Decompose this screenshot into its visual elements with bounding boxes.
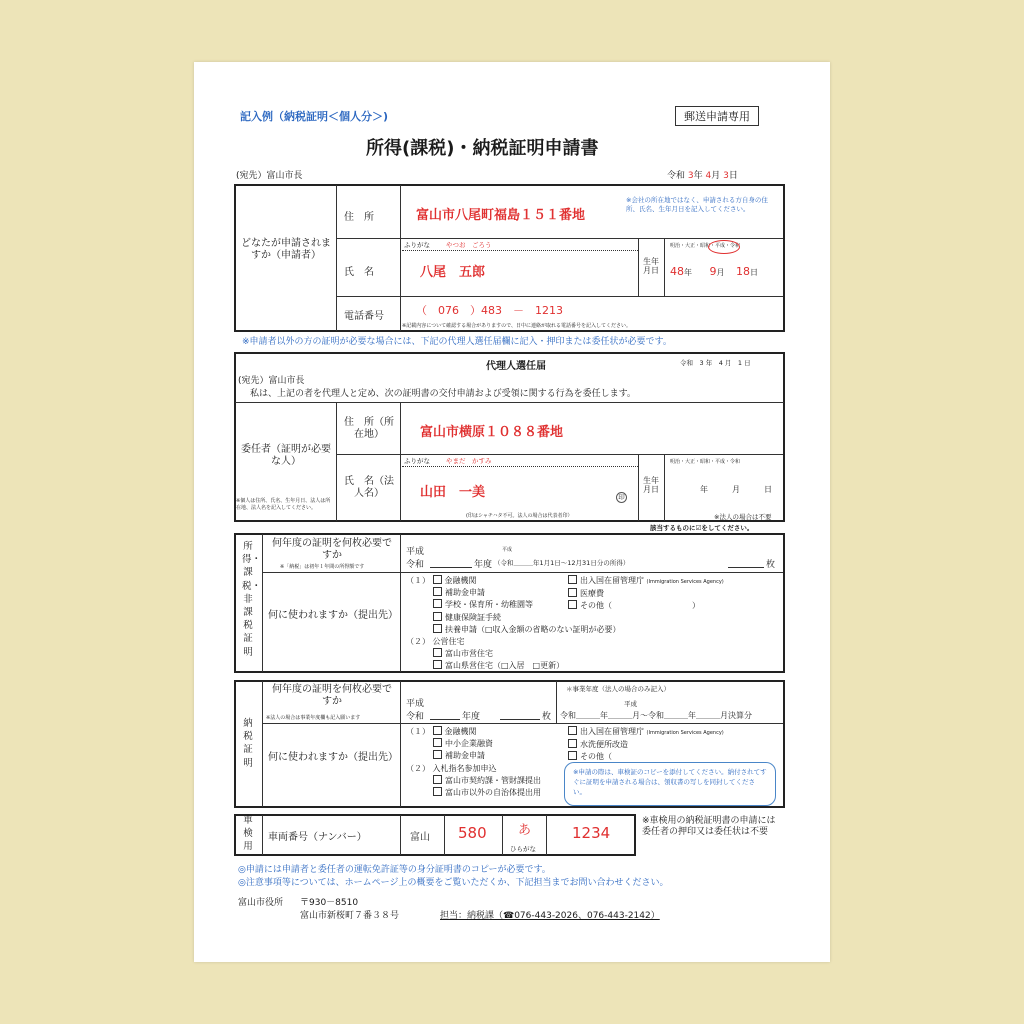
proxy-address-label: 住 所（所在地） — [344, 417, 394, 440]
principal-label: 委任者（証明が必要な人） — [241, 444, 331, 467]
address-note: ※会社の所在地ではなく、申請される方自身の住所、氏名、生年月日を記入してください。 — [626, 196, 768, 213]
use-option: 出入国在留管理庁 — [580, 576, 644, 585]
office-address: 富山市新桜町７番３８号 — [300, 911, 400, 921]
use-option: その他（ ） — [580, 601, 700, 611]
divider — [400, 185, 401, 331]
checkbox[interactable] — [568, 575, 577, 584]
use-option: 学校・保育所・幼稚園等 — [445, 600, 533, 610]
tax-use-question: 何に使われますか（提出先） — [268, 752, 398, 763]
proxy-name-label: 氏 名（法人名） — [344, 476, 394, 499]
vehicle-kana: あ — [518, 823, 532, 838]
income-year-question: 何年度の証明を何枚必要ですか — [272, 538, 392, 561]
vehicle-side-label: 車検用 — [243, 815, 253, 853]
corp-note: ※法人の場合は不要 — [714, 513, 772, 521]
request-date — [667, 168, 738, 181]
vehicle-region: 富山 — [410, 832, 430, 843]
use-option: 公営住宅 — [432, 637, 465, 647]
divider — [664, 239, 665, 296]
use-option: 富山県営住宅（□入居 □更新） — [445, 661, 565, 671]
divider — [500, 719, 540, 720]
biz-period: 令和＿＿＿年＿＿＿月～令和＿＿＿年＿＿＿月決算分 — [560, 711, 752, 720]
mail-only-badge: 郵送申請専用 — [675, 106, 759, 126]
date-day-unit: 日 — [728, 171, 738, 181]
checkbox[interactable] — [433, 624, 442, 633]
use-group-1: （１） — [406, 576, 430, 585]
proxy-era-options: 明治・大正・昭和・平成・令和 — [670, 459, 741, 465]
proxy-statement: 私は、上記の者を代理人と定め、次の証明書の交付申請および受領に関する行為を委任します。 — [250, 389, 636, 399]
office-name: 富山市役所 — [238, 898, 284, 908]
use-option: 出入国在留管理庁 — [580, 727, 644, 736]
applicant-address: 富山市八尾町福島１５１番地 — [416, 208, 586, 223]
office-postal: 〒930－8510 — [300, 898, 359, 908]
tax-uses-left — [406, 726, 541, 799]
biz-year-note: ＊事業年度（法人の場合のみ記入） — [566, 685, 670, 693]
divider — [336, 403, 337, 521]
birth-year: 48 — [670, 265, 684, 278]
divider — [262, 815, 263, 855]
tax-year-note: ※法人の場合は事業年度欄も記入願います — [266, 715, 361, 721]
phone-note: ※記載内容について確認する場合がありますので、日中に連絡が取れる電話番号を記入してください。 — [402, 323, 631, 329]
use-option: 水洗便所改造 — [580, 740, 628, 750]
applicant-section-label: どなたが申請されますか（申請者） — [241, 238, 331, 261]
checkbox[interactable] — [433, 648, 442, 657]
tax-era-heisei: 平成 — [406, 699, 425, 709]
callout-note: ※申請の際は、車検証のコピーを添付してください。納付されてすぐに証明を申請される場合は、領収書の写しを同封してください。 — [564, 762, 776, 806]
checkbox[interactable] — [433, 787, 442, 796]
divider — [336, 185, 337, 331]
tax-uses-right — [568, 726, 724, 764]
divider — [556, 681, 557, 723]
date-era: 令和 — [667, 171, 686, 181]
checkbox[interactable] — [433, 738, 442, 747]
use-option: 医療費 — [580, 589, 604, 599]
checkbox[interactable] — [568, 726, 577, 735]
use-option: 健康保険証手続 — [445, 612, 501, 622]
addressee: (宛先）富山市長 — [236, 171, 303, 181]
income-year-text: 年度 — [474, 560, 493, 570]
income-period: （令和＿＿＿年1月1日～12月31日分の所得） — [494, 559, 630, 567]
checkbox[interactable] — [433, 612, 442, 621]
proxy-addressee: (宛先）富山市長 — [238, 376, 305, 386]
divider — [728, 567, 764, 568]
date-year-unit: 年 — [693, 171, 703, 181]
era-options: 明治・大正・昭和・平成・令和 — [670, 243, 741, 249]
furigana-label: ふりがな — [404, 241, 430, 249]
name-label: 氏 名 — [344, 267, 374, 278]
proxy-date: 令和 3 年 4 月 1 日 — [680, 359, 751, 367]
use-option: その他（ — [580, 752, 612, 762]
checkbox[interactable] — [568, 588, 577, 597]
divider — [400, 534, 401, 672]
date-month: 4 — [705, 171, 712, 181]
proxy-name: 山田 一美 — [420, 485, 486, 500]
divider — [430, 567, 472, 568]
vehicle-kana-label: ひらがな — [510, 845, 536, 853]
divider — [664, 455, 665, 521]
income-cert-side-label: 所得・課税・非課税証明 — [242, 541, 262, 658]
vehicle-number-label: 車両番号（ナンバー） — [268, 832, 367, 843]
era-circle — [708, 240, 740, 254]
checkbox[interactable] — [433, 587, 442, 596]
checkbox[interactable] — [433, 750, 442, 759]
example-label: 記入例（納税証明＜個人分＞) — [240, 110, 389, 123]
office-contact: 担当：納税課（☎076-443-2026、076-443-2142） — [440, 911, 660, 921]
date-year: 3 — [687, 171, 694, 181]
use-option: 富山市以外の自治体提出用 — [445, 788, 541, 798]
divider — [262, 681, 263, 807]
use-option: 入札指名参加申込 — [432, 763, 497, 773]
divider — [235, 402, 784, 403]
use-option-en: (Immigration Services Agency) — [646, 730, 724, 736]
use-option: 富山市営住宅 — [445, 649, 493, 659]
divider — [444, 815, 445, 855]
tax-cert-side-label: 納税証明 — [243, 718, 253, 769]
divider — [502, 815, 503, 855]
principal-note: ※個人は住所、氏名、生年月日、法人は所在地、法人名を記入してください。 — [236, 498, 331, 511]
use-option-en: (Immigration Services Agency) — [646, 579, 724, 585]
proxy-note: ※申請者以外の方の証明が必要な場合には、下記の代理人選任届欄に記入・押印または委任状が必要です。 — [242, 337, 672, 347]
applicant-name: 八尾 五郎 — [420, 265, 486, 280]
use-option: 補助金申請 — [445, 588, 485, 598]
proxy-title: 代理人選任届 — [486, 361, 546, 372]
income-small-heisei: 平成 — [502, 547, 513, 553]
divider — [263, 572, 783, 573]
checkbox[interactable] — [568, 600, 577, 609]
checkbox[interactable] — [433, 599, 442, 608]
income-year-note: ※「納税」は初年１年間の所得額です — [280, 564, 365, 570]
divider — [546, 815, 547, 855]
proxy-birth-placeholder: 年 月 日 — [700, 485, 772, 494]
checkbox[interactable] — [433, 660, 442, 669]
checkbox[interactable] — [433, 775, 442, 784]
use-option: 金融機関 — [444, 727, 477, 736]
use-group-2: （２） — [406, 637, 430, 647]
divider — [337, 454, 783, 455]
phone-label: 電話番号 — [344, 311, 384, 322]
divider — [402, 466, 638, 467]
divider — [263, 723, 783, 724]
income-count-text: 枚 — [766, 560, 776, 570]
tax-era-reiwa: 令和 — [406, 712, 425, 722]
use-option: 補助金申請 — [445, 751, 485, 761]
divider — [402, 250, 638, 251]
birth-day-unit: 日 — [750, 268, 758, 277]
income-uses-right — [568, 575, 724, 613]
biz-heisei: 平成 — [624, 700, 637, 708]
checkbox[interactable] — [568, 739, 577, 748]
checkbox[interactable] — [568, 751, 577, 760]
vehicle-serial: 1234 — [572, 824, 611, 842]
proxy-address: 富山市横原１０８８番地 — [420, 425, 564, 440]
form-sheet — [194, 62, 830, 962]
income-era-heisei: 平成 — [406, 547, 425, 557]
birth-month: 9 — [709, 265, 717, 278]
divider — [638, 239, 639, 296]
divider — [337, 238, 783, 239]
divider — [638, 455, 639, 521]
birth-label: 生年月日 — [643, 257, 659, 275]
use-option: 扶養申請（□収入金額の省略のない証明が必要） — [445, 624, 621, 634]
use-option: 中小企業融資 — [445, 739, 493, 749]
income-era-reiwa: 令和 — [406, 560, 425, 570]
vehicle-class-no: 580 — [458, 824, 487, 842]
divider — [400, 815, 401, 855]
checkbox[interactable] — [433, 575, 442, 584]
date-day: 3 — [723, 171, 729, 181]
use-group-1: （１） — [406, 727, 430, 736]
birth-day: 18 — [736, 265, 750, 278]
applicant-birthdate — [670, 265, 758, 278]
footer-note-1: ◎申請には申請者と委任者の運転免許証等の身分証明書のコピーが必要です。 — [238, 865, 551, 875]
income-use-question: 何に使われますか（提出先） — [268, 610, 398, 621]
divider — [262, 534, 263, 672]
divider — [400, 681, 401, 807]
address-label: 住 所 — [344, 212, 374, 223]
proxy-furigana: やまだ かすみ — [446, 457, 492, 465]
tax-year-text: 年度 — [462, 712, 481, 722]
seal-note: (印はシャチハタ不可。法人の場合は代表者印） — [466, 513, 573, 519]
checkbox[interactable] — [433, 726, 442, 735]
proxy-birth-label: 生年月日 — [643, 476, 659, 494]
divider — [400, 403, 401, 521]
birth-month-unit: 月 — [716, 268, 725, 277]
vehicle-note: ※車検用の納税証明書の申請には委任者の押印又は委任状は不要 — [642, 816, 776, 837]
use-option: 富山市契約課・管財課提出 — [445, 775, 541, 785]
tax-year-question: 何年度の証明を何枚必要ですか — [272, 684, 392, 707]
use-option: 金融機関 — [444, 576, 477, 585]
seal-mark: 印 — [616, 492, 627, 503]
page-title: 所得(課税)・納税証明申請書 — [366, 138, 599, 159]
mark-instruction: 該当するものに☑をしてください。 — [650, 524, 754, 532]
proxy-furigana-label: ふりがな — [404, 457, 430, 465]
tax-count-text: 枚 — [542, 712, 552, 722]
birth-year-unit: 年 — [684, 268, 692, 277]
applicant-phone: （ 076 ）483 － 1213 — [416, 304, 563, 317]
divider — [337, 296, 783, 297]
footer-note-2: ◎注意事項等については、ホームページ上の概要をご覧いただくか、下記担当までお問い合わせください。 — [238, 878, 669, 888]
divider — [430, 719, 460, 720]
applicant-furigana: やつお ごろう — [446, 241, 492, 249]
date-month-unit: 月 — [711, 171, 721, 181]
use-group-2: （２） — [406, 763, 430, 773]
